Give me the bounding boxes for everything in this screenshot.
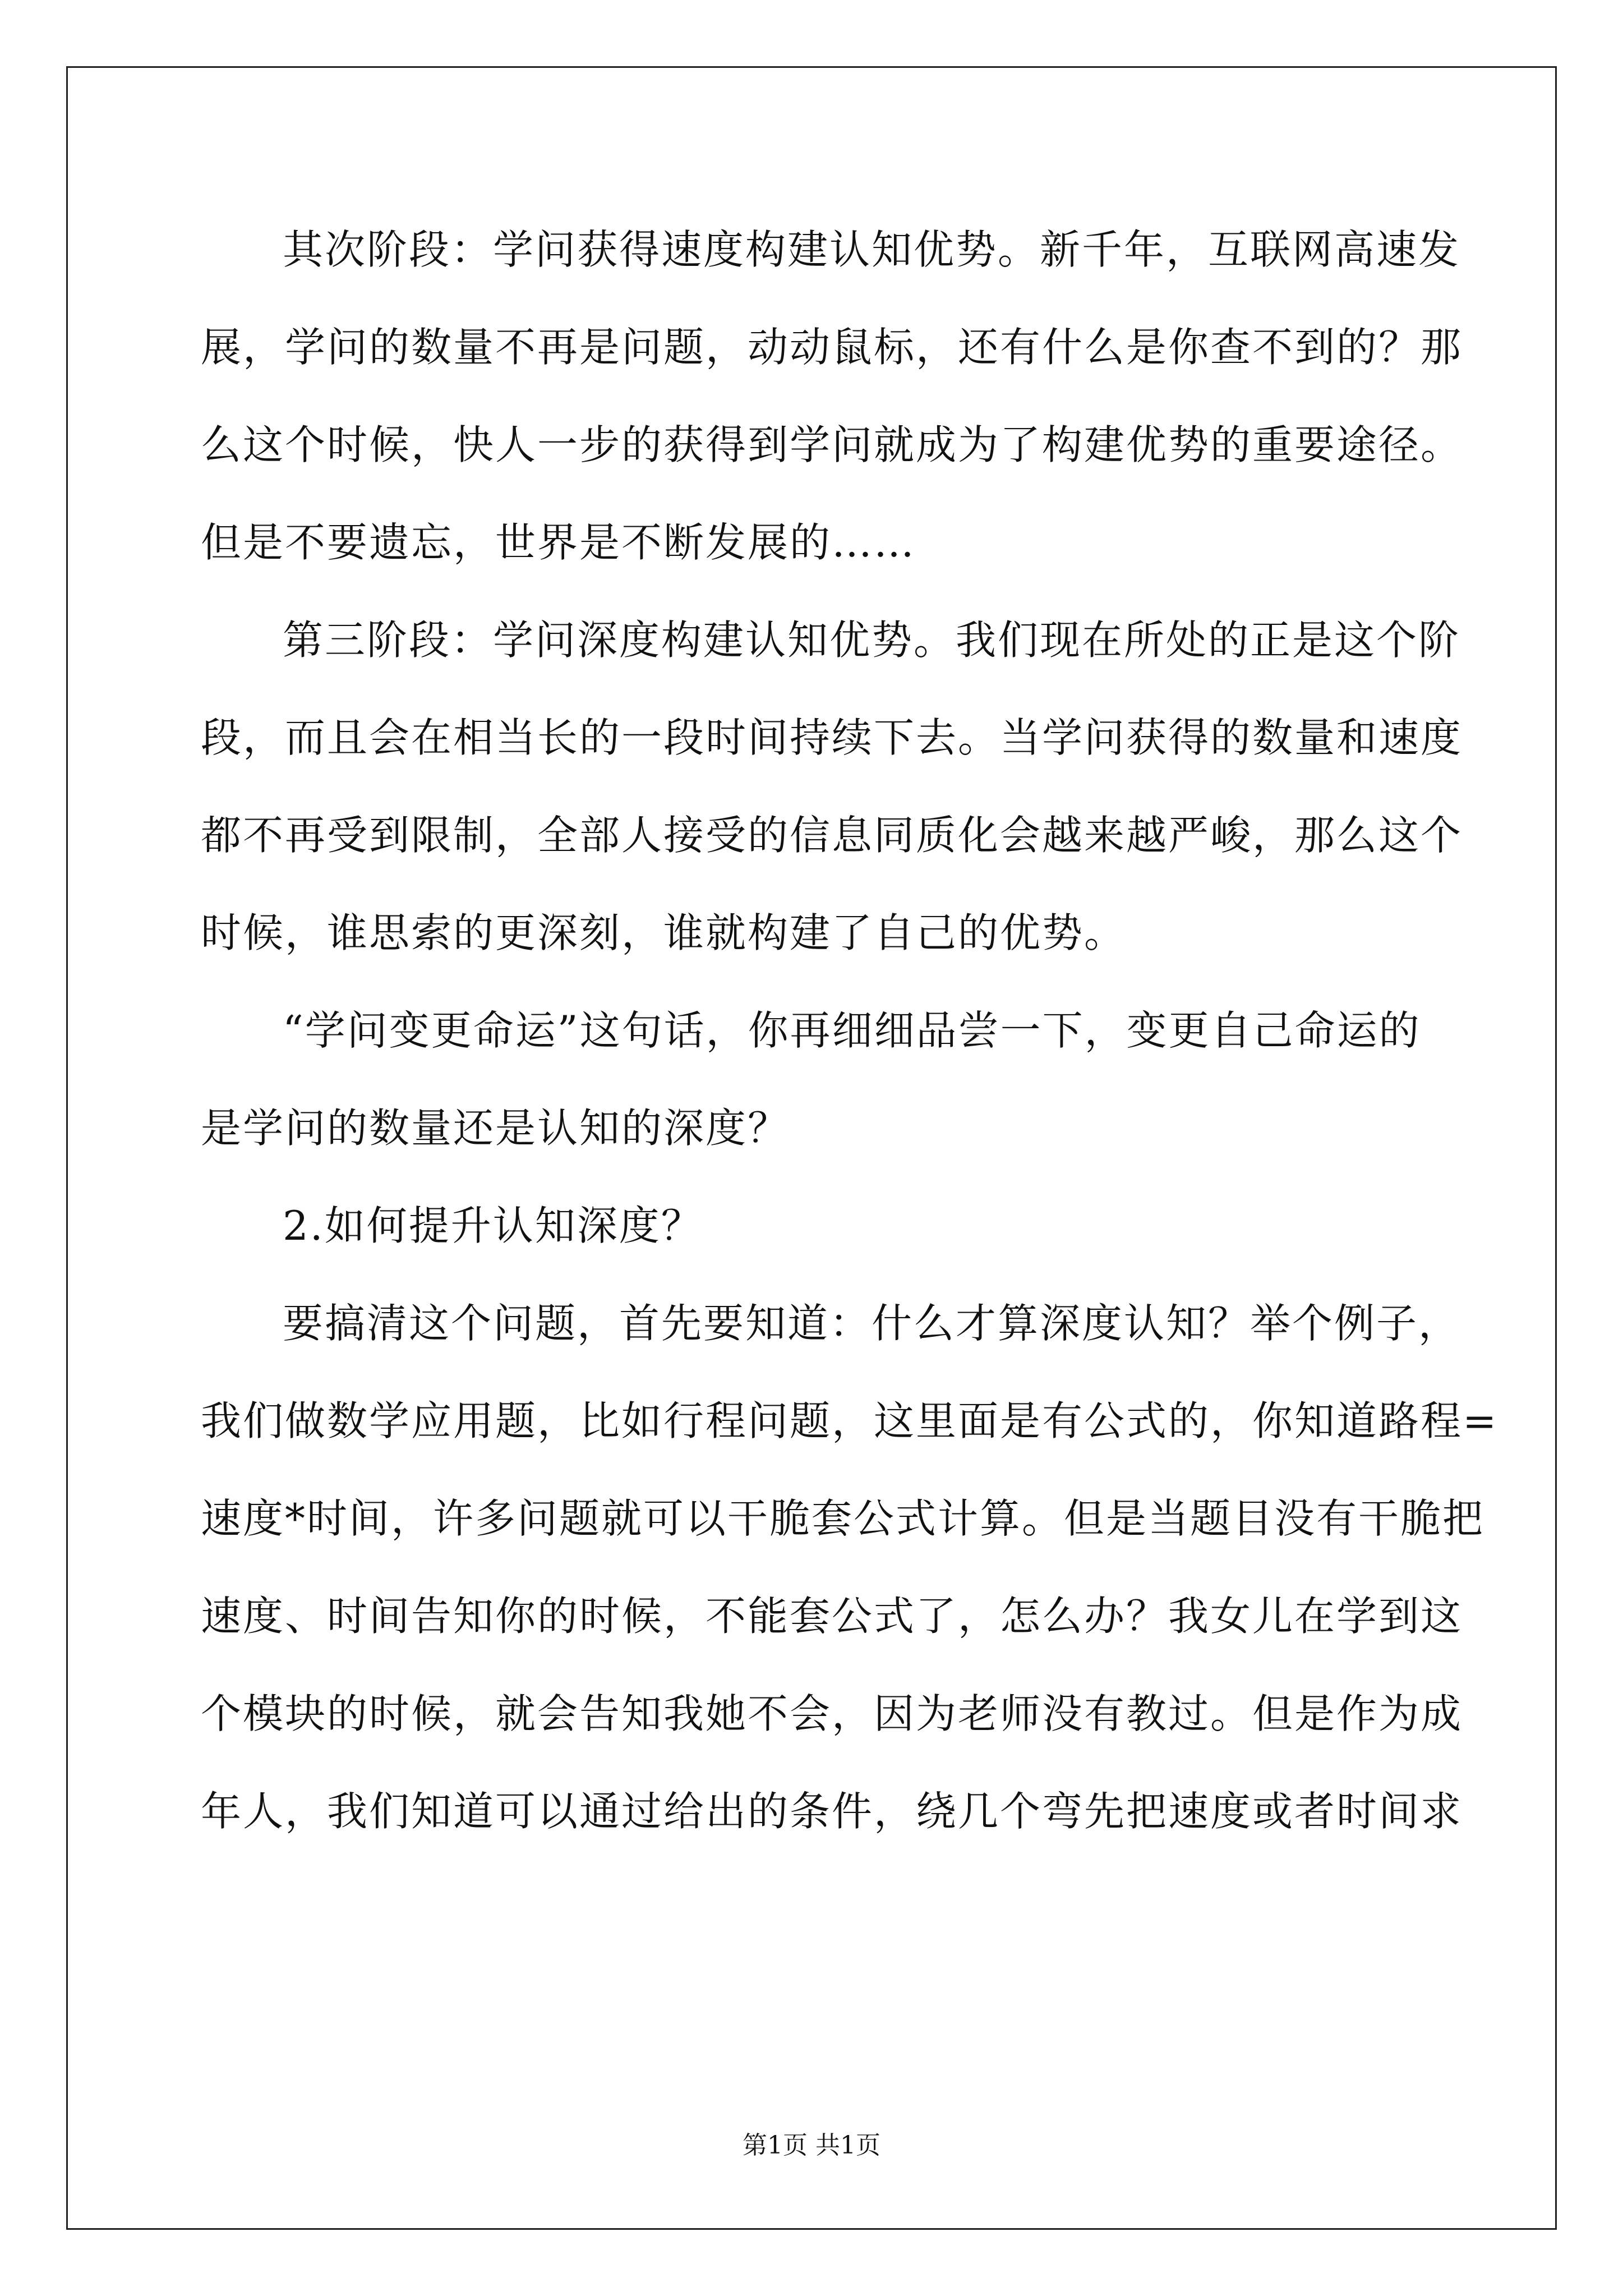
paragraph-line: 展，学问的数量不再是问题，动动鼠标，还有什么是你查不到的？那 (201, 324, 1463, 371)
section-heading: 2.如何提升认知深度？ (283, 1202, 703, 1249)
paragraph-line: “学问变更命运”这句话，你再细细品尝一下，变更自己命运的 (283, 1007, 1421, 1054)
paragraph-line: 个模块的时候，就会告知我她不会，因为老师没有教过。但是作为成 (201, 1690, 1463, 1737)
paragraph-line: 段，而且会在相当长的一段时间持续下去。当学问获得的数量和速度 (201, 714, 1463, 761)
page-footer: 第1页 共1页 (743, 2131, 880, 2160)
paragraph-line: 其次阶段：学问获得速度构建认知优势。新千年，互联网高速发 (283, 226, 1461, 273)
paragraph-line: 年人，我们知道可以通过给出的条件，绕几个弯先把速度或者时间求 (201, 1788, 1463, 1835)
paragraph-line: 么这个时候，快人一步的获得到学问就成为了构建优势的重要途径。 (201, 421, 1463, 468)
paragraph-line: 但是不要遗忘，世界是不断发展的…… (201, 519, 916, 566)
paragraph-line: 我们做数学应用题，比如行程问题，这里面是有公式的，你知道路程= (201, 1397, 1498, 1444)
paragraph-line: 都不再受到限制，全部人接受的信息同质化会越来越严峻，那么这个 (201, 812, 1463, 859)
paragraph-line: 速度、时间告知你的时候，不能套公式了，怎么办？我女儿在学到这 (201, 1593, 1463, 1640)
paragraph-line: 速度*时间，许多问题就可以干脆套公式计算。但是当题目没有干脆把 (201, 1495, 1485, 1542)
paragraph-line: 第三阶段：学问深度构建认知优势。我们现在所处的正是这个阶 (283, 616, 1461, 664)
paragraph-line: 是学问的数量还是认知的深度？ (201, 1105, 790, 1152)
paragraph-line: 要搞清这个问题，首先要知道：什么才算深度认知？举个例子， (283, 1300, 1461, 1347)
paragraph-line: 时候，谁思索的更深刻，谁就构建了自己的优势。 (201, 909, 1127, 956)
document-body (201, 222, 1498, 1881)
